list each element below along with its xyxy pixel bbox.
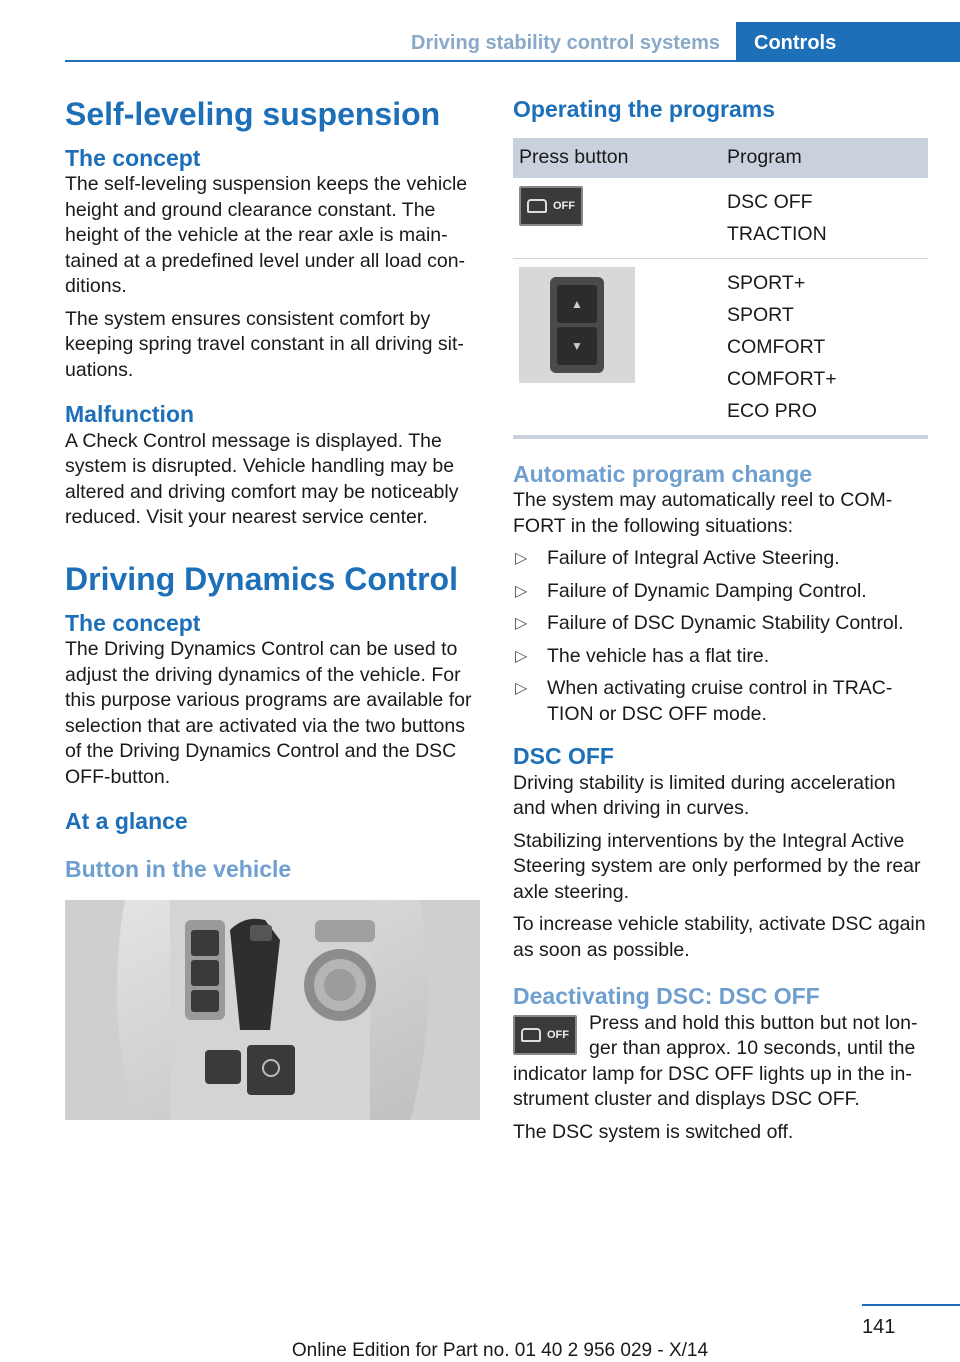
dsc-off-button-label: OFF <box>553 199 575 212</box>
heading-malfunction: Malfunction <box>65 401 195 428</box>
vehicle-console-photo <box>65 900 480 1120</box>
heading-deactivating-dsc: Deactivating DSC: DSC OFF <box>513 983 820 1010</box>
table-row <box>513 178 928 259</box>
dsc-off-button-label: OFF <box>547 1028 569 1041</box>
auto-change-list <box>513 546 928 727</box>
dsc-off-button-icon <box>519 186 583 226</box>
dsc-off-button-icon <box>513 1015 577 1055</box>
program-name: SPORT <box>727 303 794 326</box>
concept1-paragraph-2: The system ensures consistent comfort by keeping spring travel constant in all driving situations. <box>65 307 464 381</box>
program-name: SPORT+ <box>727 271 806 294</box>
list-item: ▷ Failure of Integral Active Steering. <box>513 546 928 572</box>
list-item: ▷ The vehicle has a flat tire. <box>513 644 928 670</box>
program-name: DSC OFF <box>727 190 813 213</box>
page-header <box>0 0 960 62</box>
deactivating-paragraph-2: The DSC system is switched off. <box>513 1120 794 1143</box>
programs-table <box>513 138 928 439</box>
page-number: 141 <box>862 1316 896 1338</box>
triangle-bullet-icon: ▷ <box>515 680 528 698</box>
concept1-paragraph-1: The self-leveling suspension keeps the vehicle height and ground clearance constant. The height of the vehicle at the rear axle is maintained at a predefined level under all load conditions. <box>65 173 468 298</box>
triangle-bullet-icon: ▷ <box>515 550 528 568</box>
footer-rule <box>862 1304 960 1306</box>
heading-operating-programs: Operating the programs <box>513 96 775 122</box>
program-name: COMFORT <box>727 335 826 358</box>
heading-self-leveling: Self-leveling suspension <box>65 96 441 132</box>
dsc-off-paragraph-2: Stabilizing interventions by the Integral Active Steering system are only performed by the rear axle steering. <box>513 829 921 903</box>
driving-dynamics-rocker-icon <box>519 267 635 383</box>
header-section-title: Driving stability control systems <box>411 32 720 54</box>
table-cell-programs <box>721 258 928 437</box>
dsc-off-paragraph-1: Driving stability is limited during acceleration and when driving in curves. <box>513 771 896 820</box>
table-header-press-button: Press button <box>513 138 721 178</box>
table-cell-button <box>513 258 721 437</box>
triangle-bullet-icon: ▷ <box>515 582 528 600</box>
heading-automatic-program-change: Automatic program change <box>513 460 813 487</box>
left-column <box>65 96 480 1120</box>
car-skid-icon <box>527 199 547 213</box>
heading-dsc-off: DSC OFF <box>513 743 614 770</box>
heading-driving-dynamics-control: Driving Dynamics Control <box>65 560 458 597</box>
edition-footer: Online Edition for Part no. 01 40 2 956 029 - X/14 <box>291 1340 709 1361</box>
heading-concept-1: The concept <box>65 144 201 171</box>
arrow-down-icon: ▼ <box>557 327 597 365</box>
list-item: ▷ When activating cruise control in TRACTION or DSC OFF mode. <box>515 677 893 725</box>
program-name: COMFORT+ <box>727 367 837 390</box>
table-header-program: Program <box>721 138 928 178</box>
heading-at-a-glance: At a glance <box>65 808 188 835</box>
table-cell-programs <box>721 178 928 259</box>
triangle-bullet-icon: ▷ <box>515 647 528 665</box>
list-item: ▷ Failure of Dynamic Damping Control. <box>513 579 928 605</box>
program-name: ECO PRO <box>727 399 817 422</box>
dsc-off-paragraph-3: To increase vehicle stability, activate DSC again as soon as possible. <box>513 913 926 961</box>
table-cell-button <box>513 178 721 259</box>
triangle-bullet-icon: ▷ <box>515 615 528 633</box>
program-name: TRACTION <box>727 222 827 245</box>
table-row <box>513 258 928 437</box>
heading-concept-2: The concept <box>65 609 201 636</box>
deactivating-paragraph-1: Press and hold this button but not longer than approx. 10 seconds, until the indicator lamp for DSC OFF lights up in the instrument cluster and displays DSC OFF. <box>513 1011 918 1111</box>
car-skid-icon <box>521 1028 541 1042</box>
right-column <box>513 96 928 1152</box>
heading-button-in-vehicle: Button in the vehicle <box>65 855 292 882</box>
concept2-paragraph: The Driving Dynamics Control can be used to adjust the driving dynamics of the vehicle. For this purpose various programs are available for selection that are activated via the two buttons of the Driving Dynamics Control and the DSC OFF-button. <box>65 638 472 788</box>
header-rule <box>65 60 960 62</box>
auto-change-paragraph: The system may automatically reel to COMFORT in the following situations: <box>513 489 893 537</box>
malfunction-paragraph: A Check Control message is displayed. The system is disrupted. Vehicle handling may be altered and driving comfort may be noticeably reduced. Visit your nearest service center. <box>65 429 459 529</box>
list-item: ▷ Failure of DSC Dynamic Stability Control. <box>513 611 928 637</box>
arrow-up-icon: ▲ <box>557 285 597 323</box>
header-chapter-tab[interactable]: Controls <box>736 22 960 62</box>
